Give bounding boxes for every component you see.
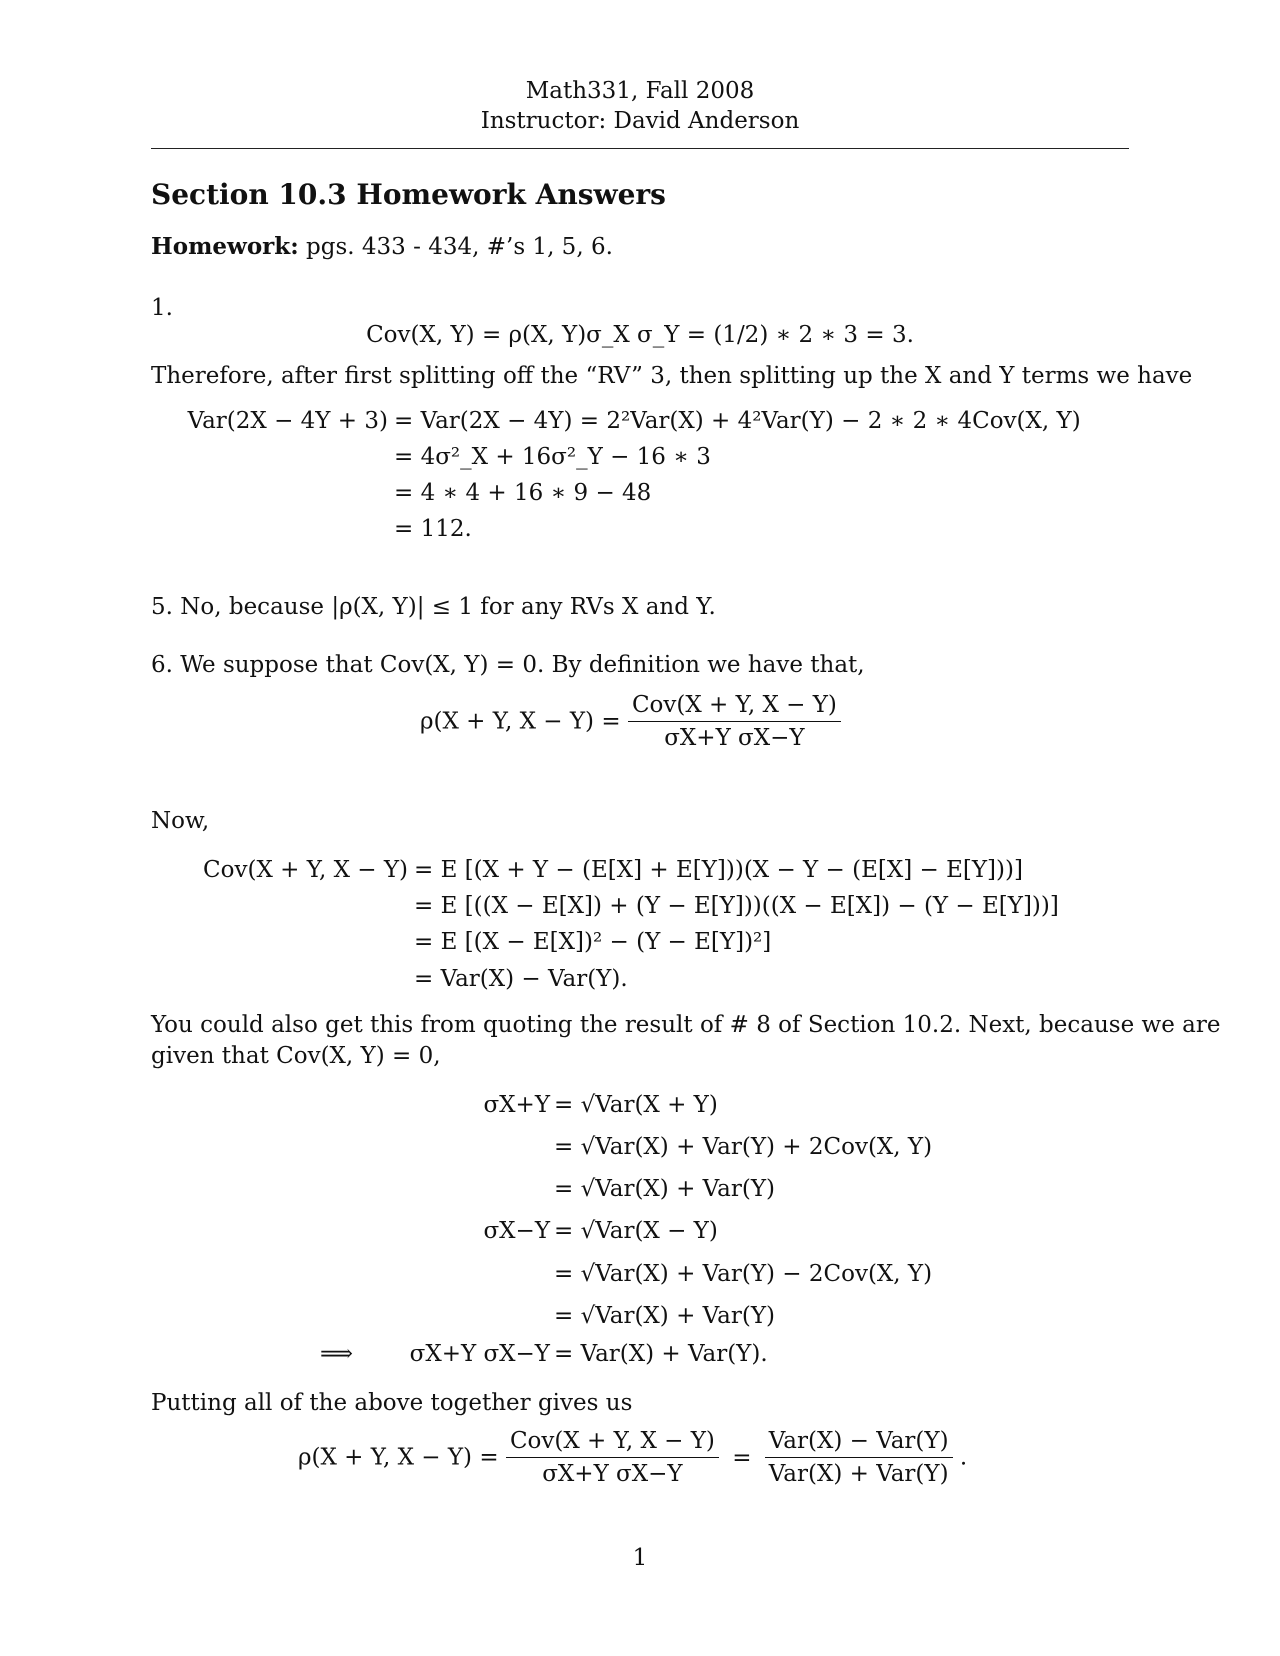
sigma-eq-lhs-3: σX−Y (483, 1218, 550, 1244)
final-lhs: ρ(X + Y, X − Y) = (298, 1444, 499, 1471)
sigma-eq-rhs-4: = √Var(X) + Var(Y) − 2Cov(X, Y) (554, 1261, 933, 1287)
instructor-header: Instructor: David Anderson (480, 108, 800, 134)
section-title: Section 10.3 Homework Answers (151, 178, 666, 211)
paragraph-line-2: given that Cov(X, Y) = 0, (151, 1043, 441, 1069)
final-denominator-1: σX+Y σX−Y (506, 1457, 719, 1487)
problem-1-number: 1. (151, 295, 173, 321)
final-equation (298, 1428, 967, 1487)
final-denominator-2: Var(X) + Var(Y) (765, 1457, 953, 1487)
cov-eq-rhs-0: = E [(X + Y − (E[X] + E[Y]))(X − Y − (E[X] − E[Y]))] (414, 857, 1023, 883)
sigma-eq-lhs-6: σX+Y σX−Y (409, 1341, 550, 1367)
p1-eq-rhs-2: = 4 ∗ 4 + 16 ∗ 9 − 48 (394, 480, 652, 506)
p1-eq-rhs-0: = Var(2X − 4Y) = 2²Var(X) + 4²Var(Y) − 2 ∗ 2 ∗ 4Cov(X, Y) (394, 408, 1081, 434)
homework-text: pgs. 433 - 434, #’s 1, 5, 6. (306, 234, 613, 260)
cov-eq-lhs-0: Cov(X + Y, X − Y) (203, 857, 408, 883)
p1-eq-lhs-0: Var(2X − 4Y + 3) (187, 408, 388, 434)
cov-eq-rhs-3: = Var(X) − Var(Y). (414, 966, 628, 992)
problem-5-text: 5. No, because |ρ(X, Y)| ≤ 1 for any RVs X and Y. (151, 594, 716, 620)
implies-arrow: ⟹ (320, 1341, 353, 1367)
homework-label: Homework: (151, 233, 299, 260)
cov-eq-rhs-2: = E [(X − E[X])² − (Y − E[Y])²] (414, 929, 772, 955)
rho-fraction (628, 692, 841, 751)
sigma-eq-rhs-6: = Var(X) + Var(Y). (554, 1341, 768, 1367)
problem-1-equation: Cov(X, Y) = ρ(X, Y)σ_X σ_Y = (1/2) ∗ 2 ∗ 3 = 3. (366, 322, 914, 348)
final-numerator-1: Cov(X + Y, X − Y) (509, 1428, 715, 1454)
now-label: Now, (151, 808, 210, 834)
rho-definition (420, 692, 841, 751)
sigma-eq-rhs-2: = √Var(X) + Var(Y) (554, 1176, 775, 1202)
page-number: 1 (632, 1545, 648, 1571)
p1-eq-rhs-3: = 112. (394, 516, 472, 542)
sigma-eq-rhs-3: = √Var(X − Y) (554, 1218, 718, 1244)
putting-together-text: Putting all of the above together gives us (151, 1390, 633, 1416)
final-numerator-2: Var(X) − Var(Y) (768, 1428, 949, 1454)
problem-6-intro: 6. We suppose that Cov(X, Y) = 0. By definition we have that, (151, 652, 865, 678)
sigma-eq-rhs-0: = √Var(X + Y) (554, 1092, 718, 1118)
sigma-eq-rhs-5: = √Var(X) + Var(Y) (554, 1303, 775, 1329)
rho-denominator: σX+Y σX−Y (628, 721, 841, 751)
sigma-eq-lhs-0: σX+Y (483, 1092, 550, 1118)
rho-lhs: ρ(X + Y, X − Y) = (420, 708, 621, 735)
final-fraction-1 (506, 1428, 719, 1487)
final-period: . (959, 1444, 968, 1471)
cov-eq-rhs-1: = E [((X − E[X]) + (Y − E[Y]))((X − E[X]) − (Y − E[Y]))] (414, 893, 1059, 919)
problem-1-text: Therefore, after first splitting off the “RV” 3, then splitting up the X and Y terms we have (151, 363, 1193, 389)
header-rule (151, 148, 1129, 149)
course-header: Math331, Fall 2008 (525, 78, 755, 104)
paragraph-line-1: You could also get this from quoting the result of # 8 of Section 10.2. Next, because we are (151, 1012, 1221, 1038)
final-fraction-2 (765, 1428, 953, 1487)
rho-numerator: Cov(X + Y, X − Y) (631, 692, 837, 718)
p1-eq-rhs-1: = 4σ²_X + 16σ²_Y − 16 ∗ 3 (394, 444, 711, 470)
sigma-eq-rhs-1: = √Var(X) + Var(Y) + 2Cov(X, Y) (554, 1134, 933, 1160)
homework-line (151, 233, 613, 260)
final-equals: = (732, 1444, 752, 1471)
